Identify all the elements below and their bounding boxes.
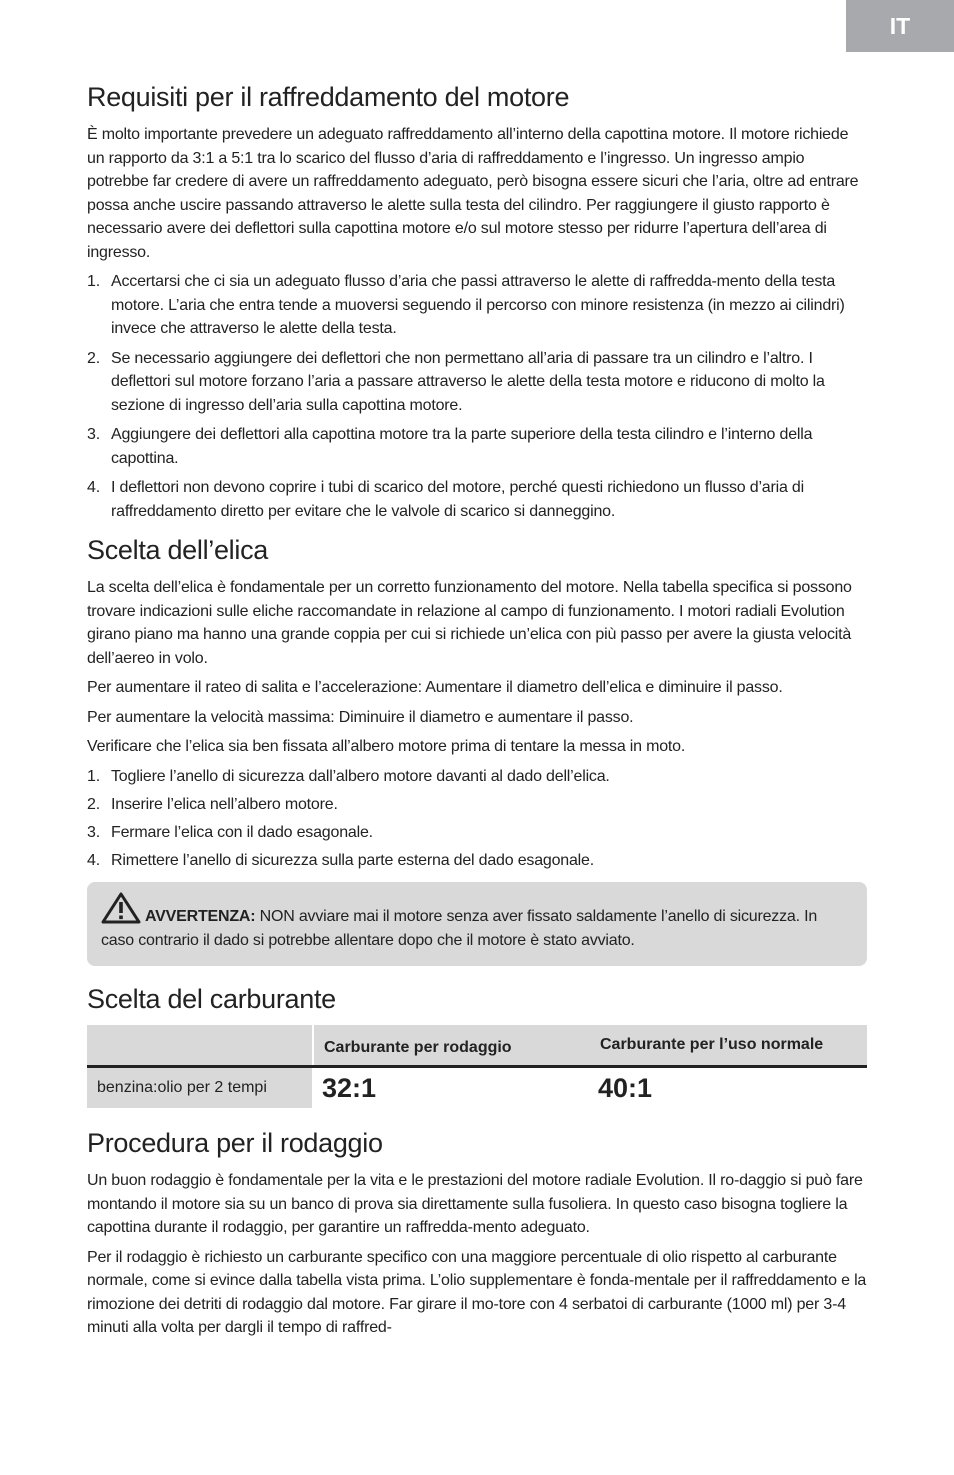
propeller-paragraph: Verificare che l’elica sia ben fissata all’albero motore prima di tentare la messa in moto. — [87, 738, 686, 755]
list-number: 1. — [87, 273, 100, 290]
list-number: 2. — [87, 795, 100, 813]
fuel-heading: Scelta del carburante — [87, 984, 336, 1014]
list-text: Aggiungere dei deflettori alla capottina motore tra la parte superiore della testa cilindro e l’interno della capottina. — [111, 426, 813, 467]
list-item — [87, 765, 867, 789]
normal-ratio: 40:1 — [598, 1072, 653, 1103]
list-number: 4. — [87, 851, 100, 869]
list-item — [87, 821, 867, 845]
language-tab: IT — [846, 0, 954, 52]
table-header-cell: Carburante per l’uso normale — [590, 1025, 867, 1067]
list-number: 3. — [87, 823, 100, 841]
list-item — [87, 793, 867, 817]
list-text: Inserire l’elica nell’albero motore. — [111, 795, 338, 813]
breakin-paragraph: Per il rodaggio è richiesto un carburante specifico con una maggiore percentuale di olio rispetto al carburante normale, come si evince dalla tabella vista prima. L’olio supplementare è fonda-mentale per il raffreddamento e la rimozione dei detriti di rodaggio dal motore. Far girare il mo-tore con 4 serbatoi di carburante (1000 ml) per 3-4 minuti alla volta per dargli il tempo di raffred- — [87, 1248, 867, 1336]
breakin-heading: Procedura per il rodaggio — [87, 1128, 383, 1158]
list-number: 4. — [87, 479, 100, 496]
propeller-paragraph: Per aumentare il rateo di salita e l’accelerazione: Aumentare il diametro dell’elica e diminuire il passo. — [87, 679, 783, 696]
cooling-intro: È molto importante prevedere un adeguato raffreddamento all’interno della capottina motore. Il motore richiede un rapporto da 3:1 a 5:1 tra lo scarico del flusso d’aria di raffreddamento e l’ingresso. Un ingresso ampio potrebbe far credere di avere un raffreddamento adeguato, però bisogna essere sicuri che l’aria, oltre ad entrare possa anche uscire passando attraverso le alette sulla testa del cilindro. Per raggiungere il giusto rapporto è necessario avere dei deflettori sulla capottina motore e/o sul motore stesso per ridurre l’apertura dell’area di ingresso. — [87, 126, 859, 261]
propeller-steps — [87, 765, 867, 873]
list-number: 3. — [87, 426, 100, 443]
table-header-cell: Carburante per rodaggio — [313, 1025, 590, 1067]
warning-text: NON avviare mai il motore senza aver fissato saldamente l’anello di sicurezza. In caso contrario il dado si potrebbe allentare dopo che il motore è stato avviato. — [101, 908, 818, 949]
warning-box — [87, 882, 867, 966]
list-item — [87, 270, 867, 341]
propeller-paragraph: Per aumentare la velocità massima: Diminuire il diametro e aumentare il passo. — [87, 708, 634, 726]
list-text: Accertarsi che ci sia un adeguato flusso d’aria che passi attraverso le alette di raffredda-mento della testa motore. L’aria che entra tende a muoversi seguendo il percorso con minore resistenza (in mezzo ai cilindri) invece che attraverso le alette della testa. — [111, 273, 845, 337]
break-in-ratio: 32:1 — [322, 1072, 377, 1103]
propeller-section — [87, 533, 867, 872]
list-text: Togliere l’anello di sicurezza dall’albero motore davanti al dado dell’elica. — [111, 767, 610, 785]
page-content — [87, 80, 867, 1346]
list-text: I deflettori non devono coprire i tubi di scarico del motore, perché questi richiedono un flusso d’aria di raffreddamento diretto per evitare che le valvole di scarico si danneggino. — [111, 479, 804, 520]
fuel-section — [87, 982, 867, 1108]
list-text: Se necessario aggiungere dei deflettori che non permettano all’aria di passare tra un cilindro e l’altro. I deflettori sul motore forzano l’aria a passare attraverso le alette della testa motore e riducono di molto la sezione di ingresso dell’aria sulla capottina motore. — [111, 349, 825, 414]
list-item — [87, 347, 867, 418]
list-item — [87, 423, 867, 470]
propeller-paragraph: La scelta dell’elica è fondamentale per un corretto funzionamento del motore. Nella tabella specifica si possono trovare indicazioni sulle eliche raccomandate in relazione al campo di funzionamento. I motori radiali Evolution girano piano ma hanno una grande coppia per cui si richiede un’elica con più passo per avere la giusta velocità dell’aereo in volo. — [87, 579, 852, 667]
cooling-section — [87, 80, 867, 523]
cooling-heading: Requisiti per il raffreddamento del motore — [87, 82, 570, 112]
warning-label: AVVERTENZA: — [145, 908, 256, 925]
breakin-section — [87, 1126, 867, 1340]
list-item — [87, 476, 867, 523]
fuel-table — [87, 1025, 867, 1108]
table-header-row — [87, 1025, 867, 1067]
table-cell: benzina:olio per 2 tempi — [87, 1067, 313, 1109]
propeller-heading: Scelta dell’elica — [87, 535, 268, 565]
list-number: 2. — [87, 349, 100, 367]
list-number: 1. — [87, 767, 100, 785]
warning-triangle-icon — [101, 892, 141, 924]
list-text: Rimettere l’anello di sicurezza sulla parte esterna del dado esagonale. — [111, 851, 594, 869]
table-row — [87, 1067, 867, 1109]
breakin-paragraph: Un buon rodaggio è fondamentale per la vita e le prestazioni del motore radiale Evolution. Il ro-daggio si può fare montando il motore sia su un banco di prova sia direttamente sulla fusoliera. In questo caso bisogna togliere la capottina durante il rodaggio, per garantire un raffredda-mento adeguato. — [87, 1172, 863, 1236]
list-item — [87, 849, 867, 873]
cooling-steps — [87, 270, 867, 523]
list-text: Fermare l’elica con il dado esagonale. — [111, 823, 373, 841]
table-header-cell — [87, 1025, 313, 1067]
